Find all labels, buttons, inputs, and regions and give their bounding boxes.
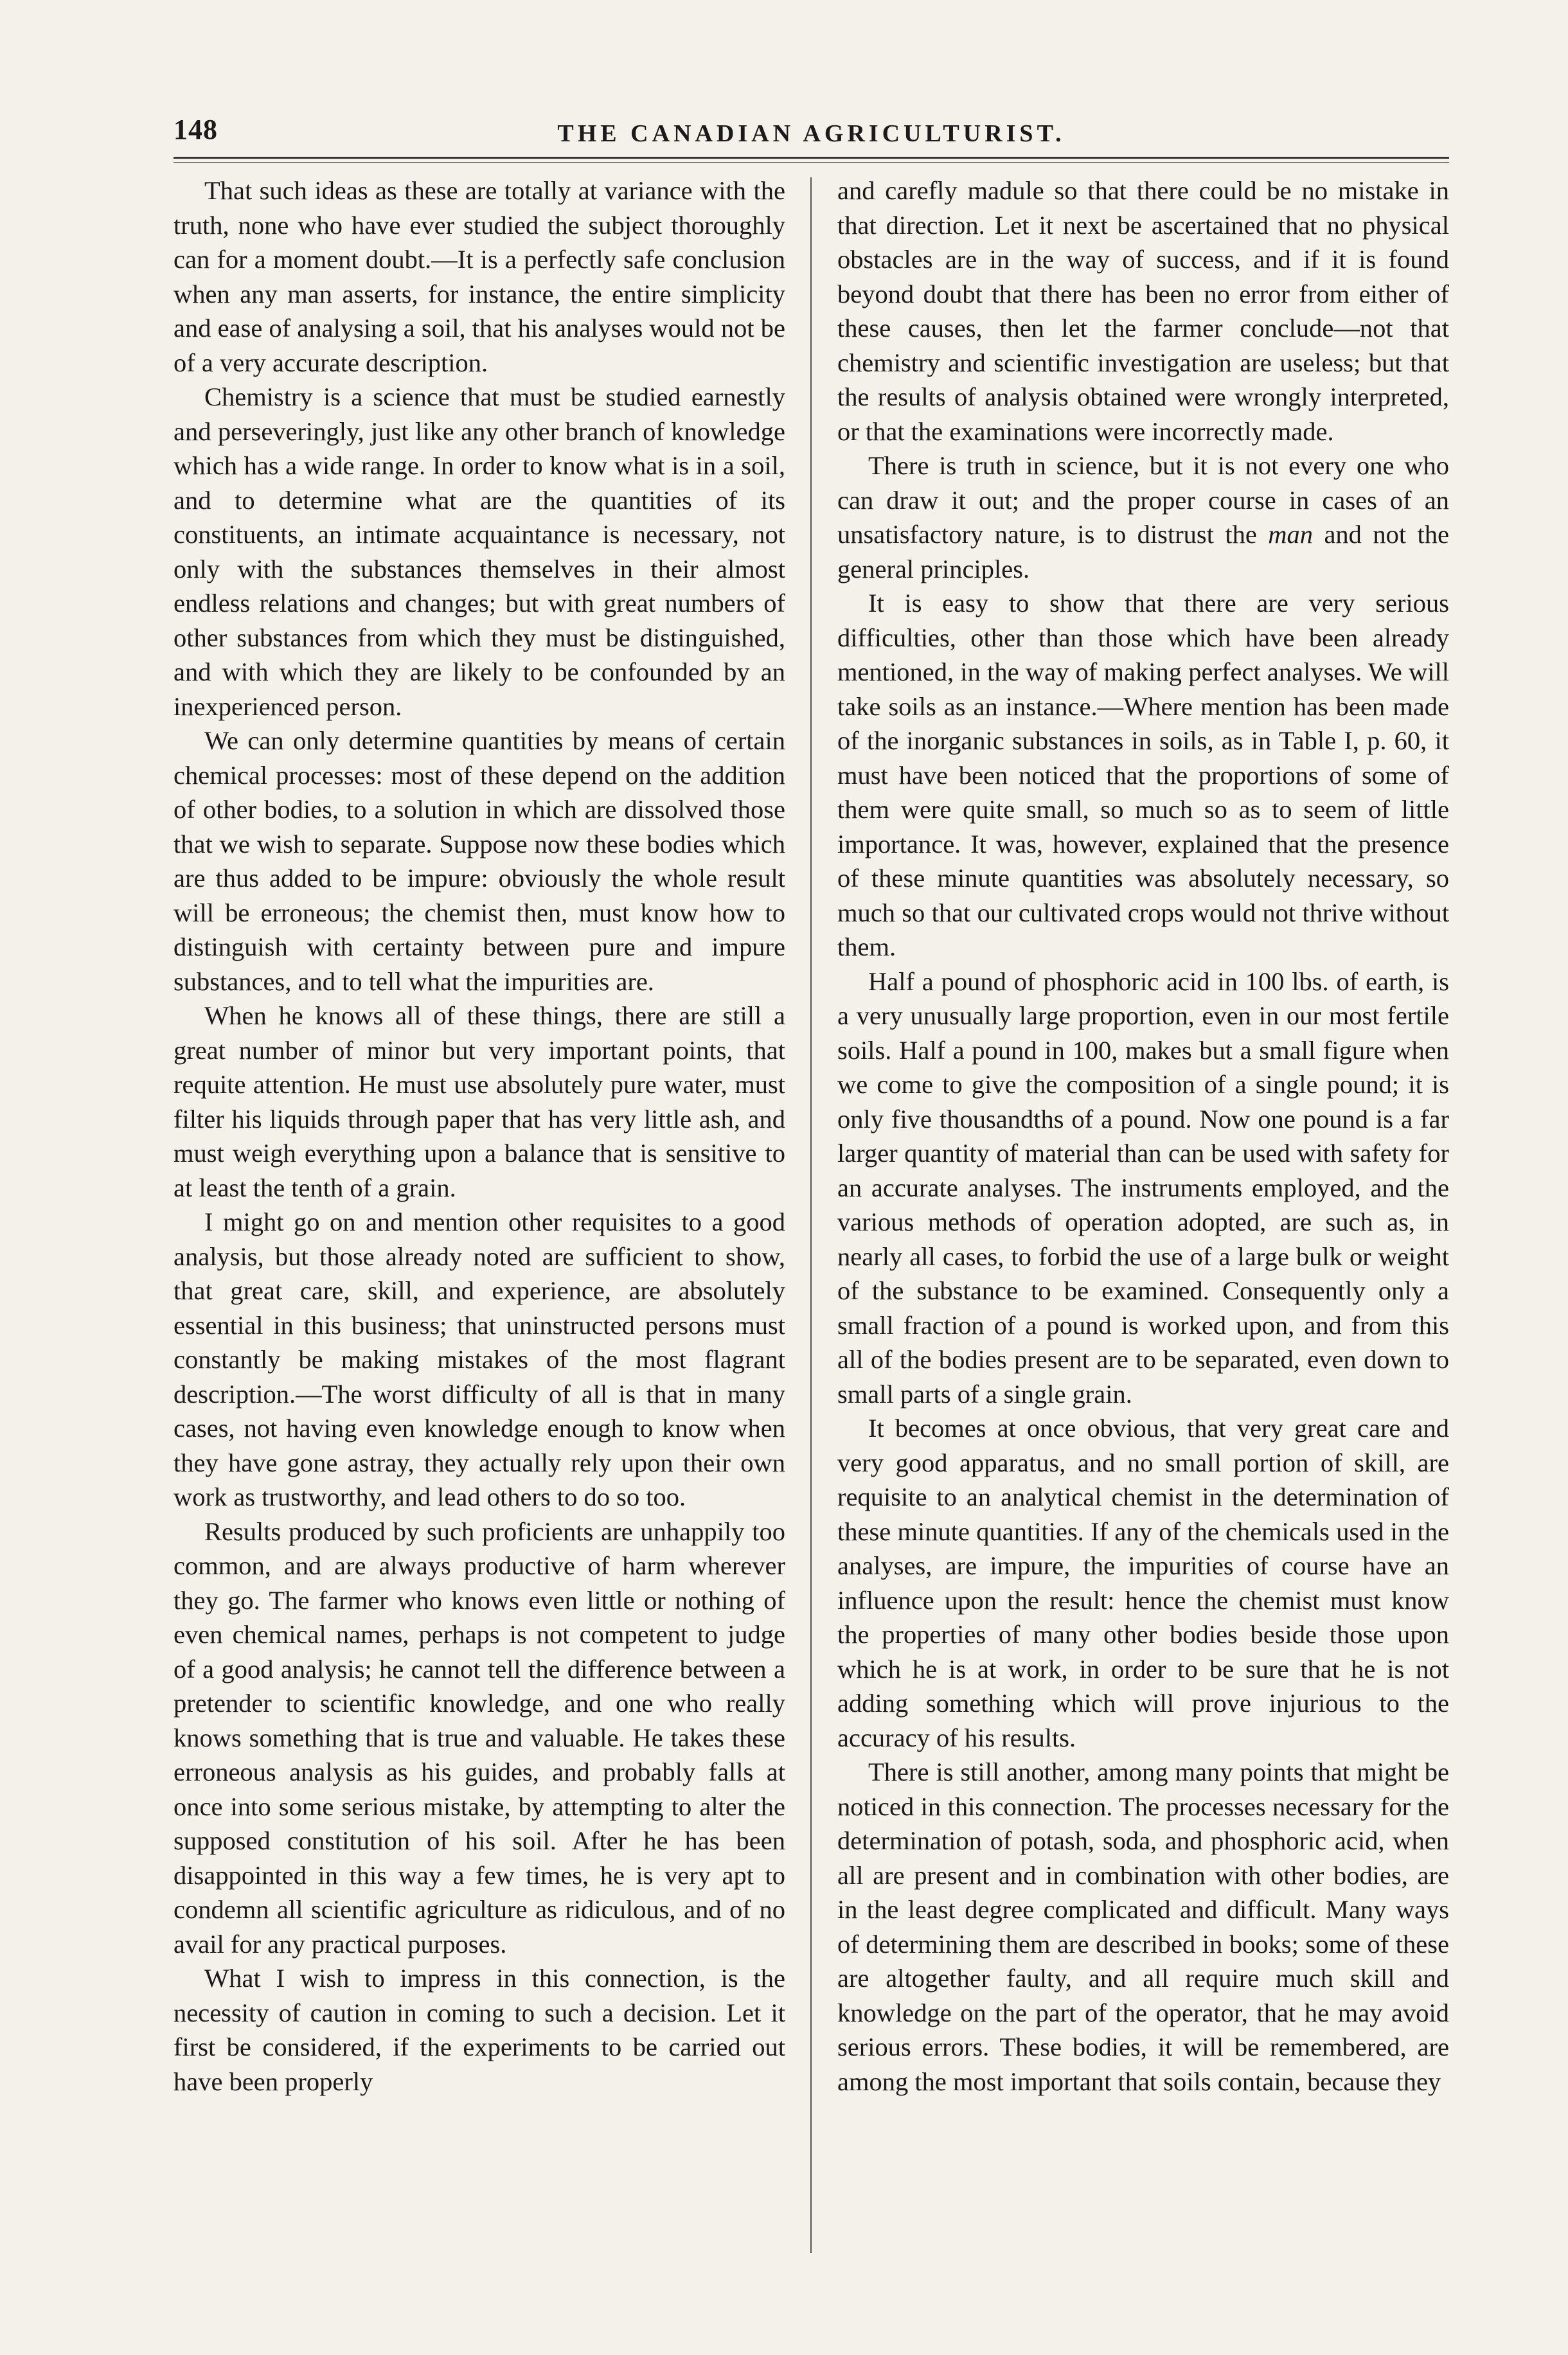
header-rule [174,157,1449,159]
paragraph: I might go on and mention other requisites to a good analysis, but those already noted are sufficient to show, that great care, skill, and experience, are absolutely essential in this business; that uninstructed persons must constantly be making mistakes of the most flagrant description.—The worst difficulty of all is that in many cases, not having even knowledge enough to know when they have gone astray, they actually rely upon their own work as trustworthy, and lead others to do so too. [174,1207,785,1511]
paragraph: It becomes at once obvious, that very great care and very good apparatus, and no small portion of skill, are requisite to an analytical chemist in the determination of these minute quantities. If any of the chemicals used in the analyses, are impure, the impurities of course have an influence upon the result: hence the chemist must know the properties of many other bodies beside those upon which he is at work, in order to be sure that he is not adding something which will prove injurious to the accuracy of his results. [837,1414,1449,1752]
paragraph [837,449,1449,586]
paragraph-tail: and not the general principles. [837,520,1449,583]
paragraph: Chemistry is a science that must be studied earnestly and perseveringly, just like any other branch of knowledge which has a wide range. In order to know what is in a soil, and to determine what are the quantities of its constituents, an intimate acquaintance is necessary, not only with the substances themselves in their almost endless relations and changes; but with great numbers of other substances from which they must be distinguished, and with which they are likely to be confounded by an inexperienced person. [174,382,785,721]
paragraph: That such ideas as these are totally at variance with the truth, none who have ever studied the subject thoroughly can for a moment doubt.—It is a perfectly safe conclusion when any man asserts, for instance, the entire simplicity and ease of analysing a soil, that his analyses would not be of a very accurate description. [174,176,785,377]
page-header [174,108,1449,153]
page-number: 148 [174,114,218,145]
emphasis-text: man [1268,520,1314,549]
text-columns [174,173,1449,2262]
left-column [174,173,785,2262]
running-head: THE CANADIAN AGRICULTURIST. [557,120,1065,147]
paragraph: There is still another, among many points that might be noticed in this connection. The processes necessary for the determination of potash, soda, and phosphoric acid, when all are present and in combination with other bodies, are in the least degree complicated and difficult. Many ways of determining them are described in books; some of these are altogether faulty, and all require much skill and knowledge on the part of the operator, that he may avoid serious errors. These bodies, it will be remembered, are among the most important that soils contain, because they [837,1757,1449,2096]
paragraph: When he knows all of these things, there are still a great number of minor but very important points, that requite attention. He must use absolutely pure water, must filter his liquids through paper that has very little ash, and must weigh everything upon a balance that is sensitive to at least the tenth of a grain. [174,1001,785,1202]
paragraph: What I wish to impress in this connection, is the necessity of caution in coming to such a decision. Let it first be considered, if the experiments to be carried out have been properly [174,1964,785,2096]
column-divider [810,177,812,2253]
paragraph: We can only determine quantities by means of certain chemical processes: most of these depend on the addition of other bodies, to a solution in which are dissolved those that we wish to separate. Suppose now these bodies which are thus added to be impure: obviously the whole result will be erroneous; the chemist then, must know how to distinguish with certainty between pure and impure substances, and to tell what the impurities are. [174,726,785,996]
paragraph: Results produced by such proficients are unhappily too common, and are always productive of harm wherever they go. The farmer who knows even little or nothing of even chemical names, perhaps is not competent to judge of a good analysis; he cannot tell the difference between a pretender to scientific knowledge, and one who really knows something that is true and valuable. He takes these erroneous analysis as his guides, and probably falls at once into some serious mistake, by attempting to alter the supposed constitution of his soil. After he has been disappointed in this way a few times, he is very apt to condemn all scientific agriculture as ridiculous, and of no avail for any practical purposes. [174,1516,785,1959]
right-column [837,173,1449,2262]
paragraph: and carefly madule so that there could be no mistake in that direction. Let it next be ascertained that no physical obstacles are in the way of success, and if it is found beyond doubt that there has been no error from either of these causes, then let the farmer conclude—not that chemistry and scientific investigation are useless; but that the results of analysis obtained were wrongly interpreted, or that the examinations were incorrectly made. [837,176,1449,446]
paragraph: Half a pound of phosphoric acid in 100 lbs. of earth, is a very unusually large proportion, even in our most fertile soils. Half a pound in 100, makes but a small figure when we come to give the composition of a single pound; it is only five thousandths of a pound. Now one pound is a far larger quantity of material than can be used with safety for an accurate analyses. The instruments employed, and the various methods of operation adopted, are such as, in nearly all cases, to forbid the use of a large bulk or weight of the substance to be examined. Consequently only a small fraction of a pound is worked upon, and from this all of the bodies present are to be separated, even down to small parts of a single grain. [837,966,1449,1409]
paragraph: It is easy to show that there are very serious difficulties, other than those which have been already mentioned, in the way of making perfect analyses. We will take soils as an instance.—Where mention has been made of the inorganic substances in soils, as in Table I, p. 60, it must have been noticed that the proportions of some of them were quite small, so much so as to seem of little importance. It was, however, explained that the presence of these minute quantities was absolutely necessary, so much so that our cultivated crops would not thrive without them. [837,589,1449,961]
paragraph-text: There is truth in science, but it is not every one who can draw it out; and the proper course in cases of an unsatisfactory nature, is to distrust the [837,451,1449,549]
header-rule-thin [174,162,1449,163]
